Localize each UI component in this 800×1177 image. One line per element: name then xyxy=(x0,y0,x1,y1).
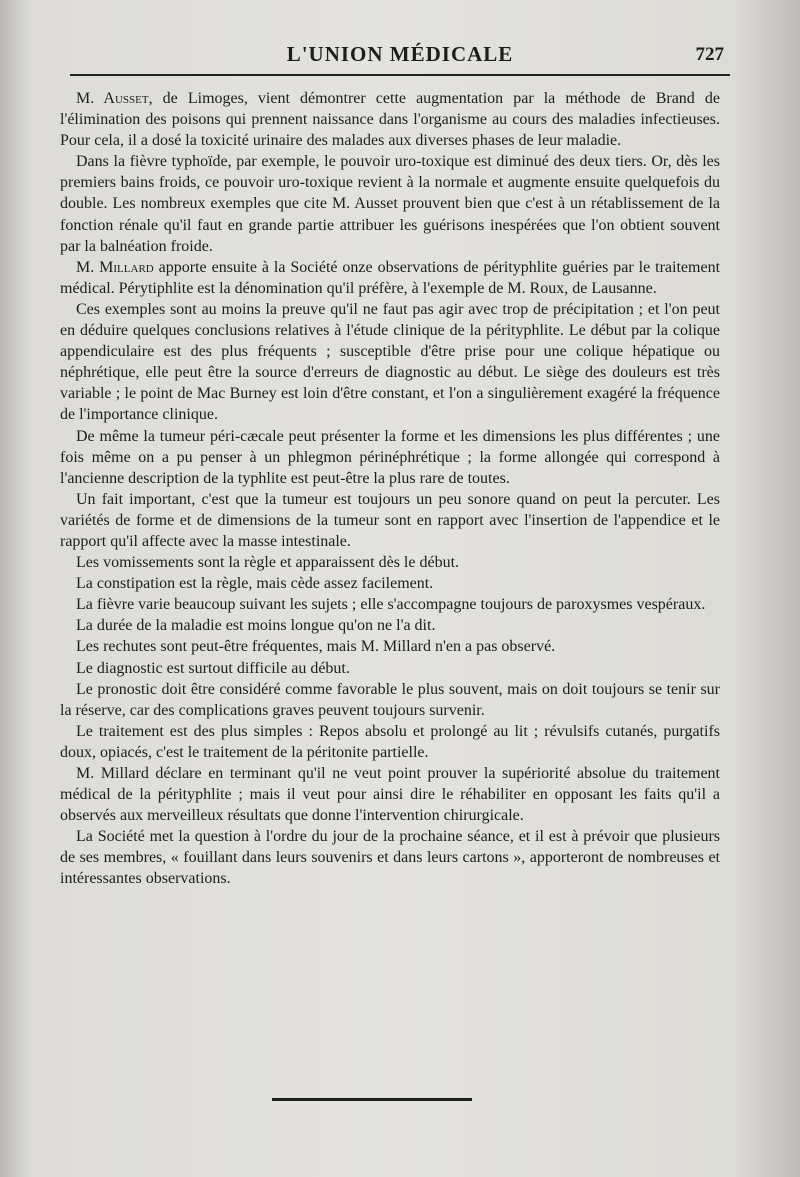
header-rule xyxy=(70,74,730,76)
paragraph: La constipation est la règle, mais cède assez facilement. xyxy=(76,575,434,593)
paragraph: De même la tumeur péri-cæcale peut présenter la forme et les dimensions les plus différentes ; une fois même on a pu penser à un phlegmon périnéphrétique ; la forme allongée qui correspond à l'ancienne description de la typhlite est peut-être la plus rare de toutes. xyxy=(60,427,720,487)
paragraph: Le diagnostic est surtout difficile au début. xyxy=(76,659,350,677)
paragraph xyxy=(60,88,720,151)
paragraph: Le traitement est des plus simples : Repos absolu et prolongé au lit ; révulsifs cutanés, purgatifs doux, opiacés, c'est le traitement de la péritonite partielle. xyxy=(60,722,720,761)
speaker-name: M. Ausset xyxy=(76,90,149,107)
closing-rule xyxy=(272,1098,472,1101)
running-head xyxy=(70,42,730,72)
speaker-name: M. Millard xyxy=(76,258,154,276)
paragraph: La durée de la maladie est moins longue qu'on ne l'a dit. xyxy=(76,617,436,635)
paragraph: La Société met la question à l'ordre du jour de la prochaine séance, et il est à prévoir que plusieurs de ses membres, « fouillant dans leurs souvenirs et dans leurs cartons », apporteront de nombreuses et intéressantes observations. xyxy=(60,828,720,888)
paragraph-text: , de Limoges, vient démontrer cette augmentation par la méthode de Brand de l'élimination des poisons qui prennent naissance dans l'organisme au cours des maladies infectieuses. Pour cela, il a dosé la toxicité urinaire des malades aux diverses phases de leur maladie. xyxy=(60,90,720,150)
paragraph-text: apporte ensuite à la Société onze observations de pérityphlite guéries par le traitement médical. Pérytiphlite est la dénomination qu'il préfère, à l'exemple de M. Roux, de Lausanne. xyxy=(60,258,721,297)
paragraph: Ces exemples sont au moins la preuve qu'il ne faut pas agir avec trop de précipitation ; et l'on peut en déduire quelques conclusions relatives à l'étude clinique de la pérityphlite. Le début par la colique appendiculaire est des plus fréquents ; susceptible d'être prise pour une colique hépatique ou néphrétique, elle peut être la source d'erreurs de diagnostic au début. Le siège des douleurs est très variable ; le point de Mac Burney est loin d'être constant, et l'on a singulièrement exagéré la fréquence de l'importance clinique. xyxy=(60,300,720,424)
paragraph: Un fait important, c'est que la tumeur est toujours un peu sonore quand on peut la percuter. Les variétés de forme et de dimensions de la tumeur sont en rapport avec l'insertion de l'appendice et le rapport qu'il affecte avec la masse intestinale. xyxy=(60,490,720,550)
page-number: 727 xyxy=(695,44,724,65)
paragraph: Les vomissements sont la règle et apparaissent dès le début. xyxy=(76,554,460,572)
paragraph: Le pronostic doit être considéré comme favorable le plus souvent, mais on doit toujours se tenir sur la réserve, car des complications graves peuvent toujours survenir. xyxy=(60,680,720,719)
paragraph xyxy=(60,257,720,299)
paragraph: Les rechutes sont peut-être fréquentes, mais M. Millard n'en a pas observé. xyxy=(76,638,556,656)
article-body xyxy=(60,88,720,890)
paragraph: M. Millard déclare en terminant qu'il ne veut point prouver la supériorité absolue du traitement médical de la pérityphlite ; mais il veut pour ainsi dire le réhabiliter en opposant les faits qu'il a observés aux merveilleux résultats que donne l'intervention chirurgicale. xyxy=(60,765,720,825)
paragraph: La fièvre varie beaucoup suivant les sujets ; elle s'accompagne toujours de paroxysmes vespéraux. xyxy=(76,596,706,614)
journal-title: L'UNION MÉDICALE xyxy=(286,42,514,66)
paragraph: Dans la fièvre typhoïde, par exemple, le pouvoir uro-toxique est diminué des deux tiers. Or, dès les premiers bains froids, ce pouvoir uro-toxique revient à la normale et augmente ensuite quelquefois du double. Les nombreux exemples que cite M. Ausset prouvent bien que c'est à un rétablissement de la fonction rénale qu'il faut en grande partie attribuer les guérisons inespérées que l'on obtient souvent par la balnéation froide. xyxy=(60,153,720,255)
